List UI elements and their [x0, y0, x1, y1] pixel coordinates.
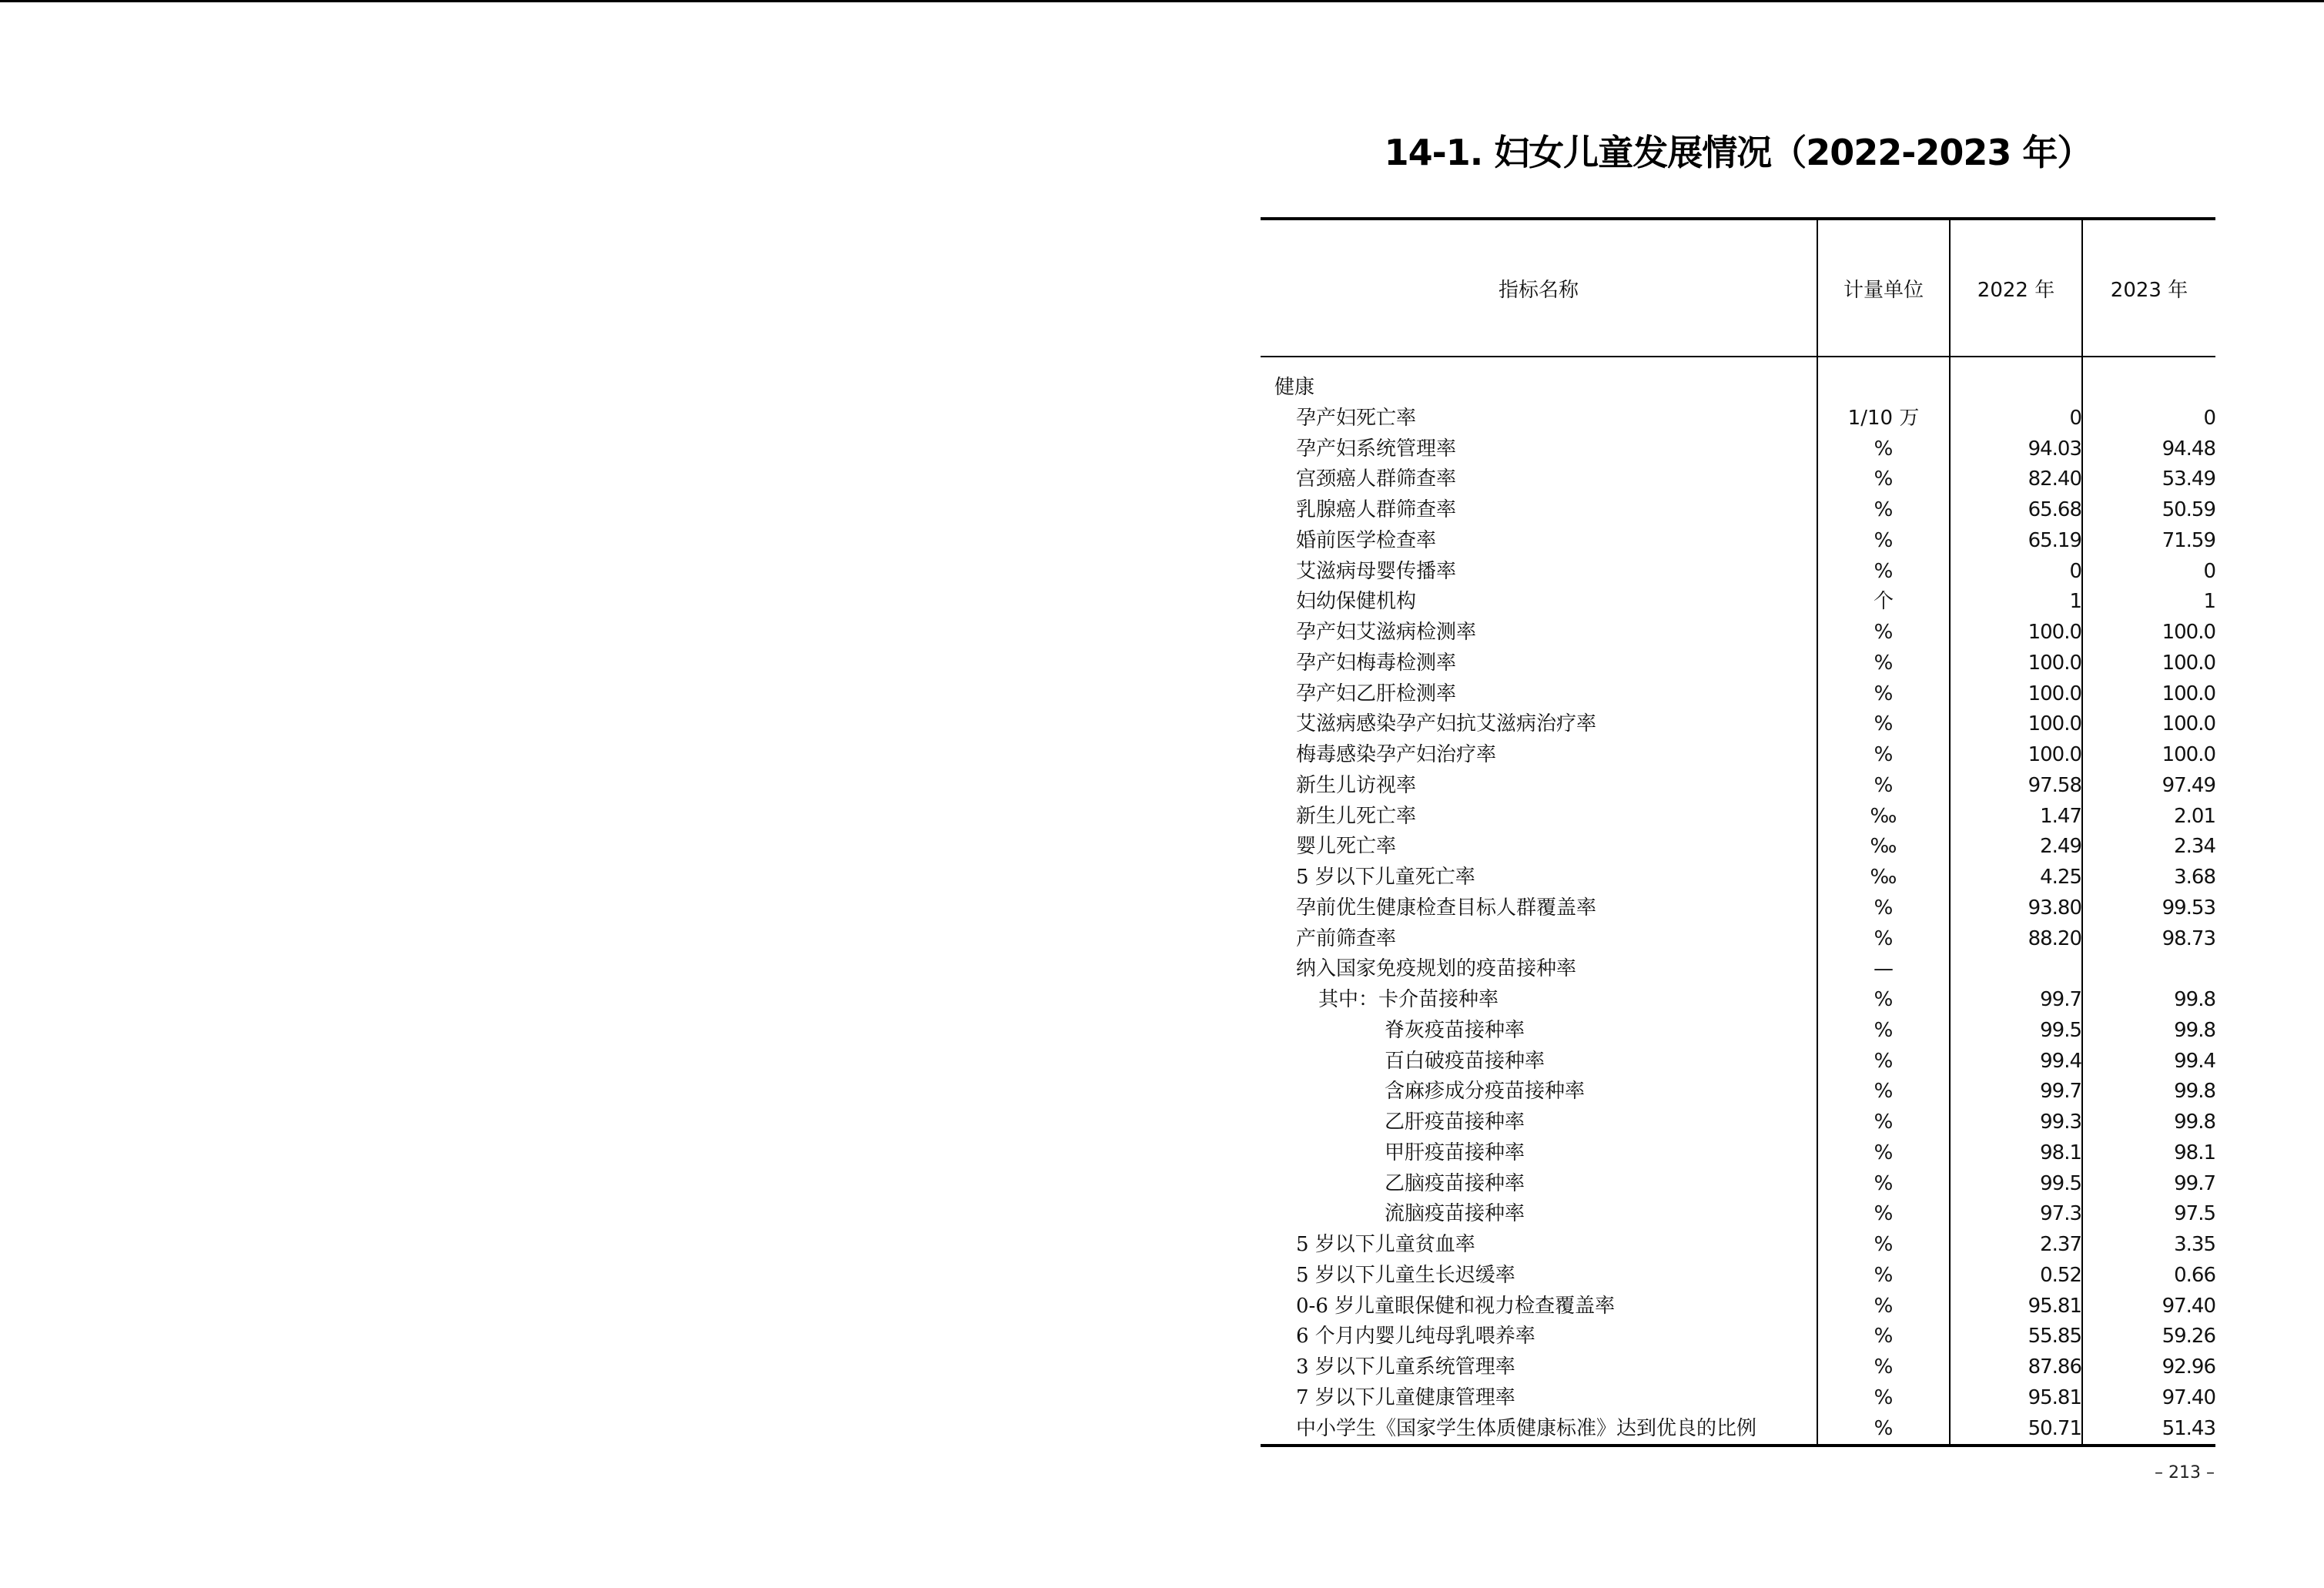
value-2023-cell: 0	[2082, 404, 2215, 434]
unit-cell: %	[1817, 924, 1950, 955]
table-row	[1261, 709, 2215, 740]
unit-cell: 1/10 万	[1817, 404, 1950, 434]
indicator-name-cell: 其中：卡介苗接种率	[1318, 988, 1499, 1011]
unit-cell: %	[1817, 1107, 1950, 1138]
table-row	[1261, 1107, 2215, 1138]
indicator-name-cell: 新生儿死亡率	[1296, 804, 1417, 828]
indicator-name-cell: 7 岁以下儿童健康管理率	[1296, 1385, 1515, 1409]
indicator-name-cell: 甲肝疫苗接种率	[1385, 1141, 1525, 1164]
value-2022-cell: 4.25	[1950, 863, 2082, 893]
value-2023-cell: 100.0	[2082, 648, 2215, 679]
unit-cell: %	[1817, 1322, 1950, 1352]
indicator-name-cell: 流脑疫苗接种率	[1385, 1202, 1525, 1226]
indicator-name-cell: 宫颈癌人群筛查率	[1296, 467, 1457, 491]
value-2022-cell: 95.81	[1950, 1383, 2082, 1414]
unit-cell: %	[1817, 1169, 1950, 1200]
unit-cell: ‰	[1817, 832, 1950, 863]
unit-cell: %	[1817, 495, 1950, 526]
unit-cell: —	[1817, 954, 1950, 985]
value-2023-cell: 2.34	[2082, 832, 2215, 863]
page-number: – 213 –	[2155, 1463, 2215, 1482]
table-row	[1261, 771, 2215, 802]
value-2022-cell: 93.80	[1950, 893, 2082, 924]
value-2023-cell: 0.66	[2082, 1261, 2215, 1292]
value-2023-cell: 92.96	[2082, 1352, 2215, 1383]
indicator-name-cell: 艾滋病感染孕产妇抗艾滋病治疗率	[1296, 712, 1597, 736]
table-row	[1261, 526, 2215, 557]
value-2023-cell: 100.0	[2082, 618, 2215, 648]
unit-cell: %	[1817, 985, 1950, 1016]
table-row	[1261, 924, 2215, 955]
unit-cell: %	[1817, 709, 1950, 740]
value-2022-cell: 0	[1950, 557, 2082, 588]
value-2023-cell	[2082, 954, 2215, 985]
value-2023-cell: 1	[2082, 587, 2215, 618]
unit-cell: %	[1817, 1414, 1950, 1446]
table-row	[1261, 1352, 2215, 1383]
table-spacer-row	[1261, 357, 2215, 373]
table-row	[1261, 404, 2215, 434]
statistics-table	[1261, 217, 2215, 1447]
table-row	[1261, 1261, 2215, 1292]
unit-cell: ‰	[1817, 802, 1950, 833]
value-2023-cell: 50.59	[2082, 495, 2215, 526]
table-row	[1261, 557, 2215, 588]
value-2022-cell: 55.85	[1950, 1322, 2082, 1352]
header-unit: 计量单位	[1817, 219, 1950, 357]
table-row	[1261, 618, 2215, 648]
indicator-name-cell: 孕产妇死亡率	[1296, 406, 1417, 430]
table-row	[1261, 1138, 2215, 1169]
value-2023-cell	[2082, 373, 2215, 404]
indicator-name-cell: 艾滋病母婴传播率	[1296, 559, 1457, 583]
indicator-name-cell: 百白破疫苗接种率	[1385, 1049, 1545, 1073]
table-row	[1261, 648, 2215, 679]
value-2023-cell: 53.49	[2082, 464, 2215, 495]
value-2022-cell: 97.3	[1950, 1199, 2082, 1230]
table-row	[1261, 587, 2215, 618]
unit-cell: %	[1817, 1261, 1950, 1292]
indicator-name-cell: 0-6 岁儿童眼保健和视力检查覆盖率	[1296, 1294, 1616, 1318]
indicator-name-cell: 孕产妇乙肝检测率	[1296, 682, 1457, 705]
unit-cell: %	[1817, 1138, 1950, 1169]
value-2022-cell: 99.3	[1950, 1107, 2082, 1138]
value-2023-cell: 2.01	[2082, 802, 2215, 833]
table-row	[1261, 1230, 2215, 1261]
unit-cell: %	[1817, 648, 1950, 679]
value-2022-cell: 65.19	[1950, 526, 2082, 557]
value-2022-cell: 95.81	[1950, 1292, 2082, 1322]
value-2022-cell	[1950, 954, 2082, 985]
table-row	[1261, 1047, 2215, 1077]
unit-cell: ‰	[1817, 863, 1950, 893]
unit-cell: %	[1817, 771, 1950, 802]
unit-cell: %	[1817, 1199, 1950, 1230]
value-2022-cell: 94.03	[1950, 434, 2082, 465]
value-2022-cell: 98.1	[1950, 1138, 2082, 1169]
table-row	[1261, 464, 2215, 495]
indicator-name-cell: 梅毒感染孕产妇治疗率	[1296, 743, 1497, 766]
value-2023-cell: 71.59	[2082, 526, 2215, 557]
value-2022-cell: 87.86	[1950, 1352, 2082, 1383]
value-2022-cell: 100.0	[1950, 740, 2082, 771]
table-row	[1261, 1199, 2215, 1230]
indicator-name-cell: 婚前医学检查率	[1296, 528, 1437, 552]
unit-cell: %	[1817, 1230, 1950, 1261]
value-2022-cell: 99.7	[1950, 1077, 2082, 1107]
unit-cell: %	[1817, 1016, 1950, 1047]
table-row	[1261, 1077, 2215, 1107]
value-2023-cell: 99.8	[2082, 1107, 2215, 1138]
value-2023-cell: 97.40	[2082, 1292, 2215, 1322]
top-rule	[0, 0, 2324, 2]
unit-cell: %	[1817, 1047, 1950, 1077]
value-2023-cell: 99.8	[2082, 1016, 2215, 1047]
value-2023-cell: 100.0	[2082, 679, 2215, 710]
indicator-name-cell: 中小学生《国家学生体质健康标准》达到优良的比例	[1296, 1416, 1757, 1440]
unit-cell: %	[1817, 740, 1950, 771]
value-2023-cell: 59.26	[2082, 1322, 2215, 1352]
indicator-name-cell: 乙肝疫苗接种率	[1385, 1111, 1525, 1134]
value-2023-cell: 97.40	[2082, 1383, 2215, 1414]
value-2022-cell: 99.4	[1950, 1047, 2082, 1077]
indicator-name-cell: 婴儿死亡率	[1296, 835, 1397, 859]
value-2023-cell: 98.73	[2082, 924, 2215, 955]
value-2023-cell: 98.1	[2082, 1138, 2215, 1169]
table-row	[1261, 1169, 2215, 1200]
table-header-row	[1261, 219, 2215, 357]
page-title: 14-1. 妇女儿童发展情况（2022-2023 年）	[1384, 132, 2092, 173]
value-2023-cell: 97.49	[2082, 771, 2215, 802]
unit-cell: 个	[1817, 587, 1950, 618]
indicator-name-cell: 乳腺癌人群筛查率	[1296, 498, 1457, 521]
table-row	[1261, 893, 2215, 924]
indicator-name-cell: 乙脑疫苗接种率	[1385, 1171, 1525, 1195]
value-2022-cell: 2.37	[1950, 1230, 2082, 1261]
value-2022-cell: 100.0	[1950, 709, 2082, 740]
table-row	[1261, 1322, 2215, 1352]
value-2022-cell: 0	[1950, 404, 2082, 434]
value-2023-cell: 100.0	[2082, 709, 2215, 740]
indicator-name-cell: 健康	[1274, 376, 1315, 399]
value-2023-cell: 51.43	[2082, 1414, 2215, 1446]
unit-cell: %	[1817, 557, 1950, 588]
indicator-name-cell: 5 岁以下儿童生长迟缓率	[1296, 1263, 1515, 1287]
value-2022-cell: 82.40	[1950, 464, 2082, 495]
header-year-2022: 2022 年	[1950, 219, 2082, 357]
indicator-name-cell: 妇幼保健机构	[1296, 590, 1417, 614]
value-2022-cell: 2.49	[1950, 832, 2082, 863]
table-row	[1261, 495, 2215, 526]
indicator-name-cell: 5 岁以下儿童死亡率	[1296, 866, 1475, 889]
value-2023-cell: 3.35	[2082, 1230, 2215, 1261]
value-2022-cell	[1950, 373, 2082, 404]
unit-cell: %	[1817, 464, 1950, 495]
indicator-name-cell: 孕前优生健康检查目标人群覆盖率	[1296, 896, 1597, 920]
table-row	[1261, 1292, 2215, 1322]
unit-cell: %	[1817, 526, 1950, 557]
value-2023-cell: 3.68	[2082, 863, 2215, 893]
value-2023-cell: 97.5	[2082, 1199, 2215, 1230]
table-row	[1261, 1383, 2215, 1414]
indicator-name-cell: 新生儿访视率	[1296, 773, 1417, 797]
value-2023-cell: 99.4	[2082, 1047, 2215, 1077]
indicator-name-cell: 孕产妇艾滋病检测率	[1296, 621, 1477, 644]
value-2022-cell: 88.20	[1950, 924, 2082, 955]
unit-cell: %	[1817, 893, 1950, 924]
table-row	[1261, 434, 2215, 465]
value-2022-cell: 99.5	[1950, 1016, 2082, 1047]
indicator-name-cell: 纳入国家免疫规划的疫苗接种率	[1296, 957, 1577, 981]
value-2023-cell: 99.53	[2082, 893, 2215, 924]
unit-cell: %	[1817, 1352, 1950, 1383]
value-2023-cell: 100.0	[2082, 740, 2215, 771]
table-row	[1261, 373, 2215, 404]
indicator-name-cell: 3 岁以下儿童系统管理率	[1296, 1355, 1515, 1379]
value-2022-cell: 99.7	[1950, 985, 2082, 1016]
value-2023-cell: 99.8	[2082, 1077, 2215, 1107]
table-body	[1261, 357, 2215, 1446]
table-row	[1261, 954, 2215, 985]
unit-cell: %	[1817, 1077, 1950, 1107]
value-2023-cell: 99.8	[2082, 985, 2215, 1016]
header-year-2023: 2023 年	[2082, 219, 2215, 357]
table-row	[1261, 832, 2215, 863]
value-2022-cell: 100.0	[1950, 618, 2082, 648]
value-2022-cell: 1	[1950, 587, 2082, 618]
value-2022-cell: 97.58	[1950, 771, 2082, 802]
indicator-name-cell: 孕产妇梅毒检测率	[1296, 651, 1457, 675]
table-row	[1261, 863, 2215, 893]
value-2023-cell: 94.48	[2082, 434, 2215, 465]
indicator-name-cell: 产前筛查率	[1296, 926, 1397, 950]
table-row	[1261, 740, 2215, 771]
value-2022-cell: 0.52	[1950, 1261, 2082, 1292]
indicator-name-cell: 5 岁以下儿童贫血率	[1296, 1233, 1475, 1256]
value-2023-cell: 99.7	[2082, 1169, 2215, 1200]
indicator-name-cell: 孕产妇系统管理率	[1296, 437, 1457, 461]
unit-cell: %	[1817, 434, 1950, 465]
unit-cell	[1817, 373, 1950, 404]
table-row	[1261, 985, 2215, 1016]
indicator-name-cell: 6 个月内婴儿纯母乳喂养率	[1296, 1325, 1535, 1348]
value-2023-cell: 0	[2082, 557, 2215, 588]
unit-cell: %	[1817, 1292, 1950, 1322]
value-2022-cell: 1.47	[1950, 802, 2082, 833]
value-2022-cell: 50.71	[1950, 1414, 2082, 1446]
table-row	[1261, 1414, 2215, 1446]
value-2022-cell: 100.0	[1950, 679, 2082, 710]
value-2022-cell: 100.0	[1950, 648, 2082, 679]
table-row	[1261, 802, 2215, 833]
unit-cell: %	[1817, 618, 1950, 648]
value-2022-cell: 65.68	[1950, 495, 2082, 526]
header-indicator-name: 指标名称	[1498, 278, 1579, 302]
value-2022-cell: 99.5	[1950, 1169, 2082, 1200]
table-row	[1261, 1016, 2215, 1047]
indicator-name-cell: 含麻疹成分疫苗接种率	[1385, 1080, 1586, 1104]
table-row	[1261, 679, 2215, 710]
unit-cell: %	[1817, 679, 1950, 710]
unit-cell: %	[1817, 1383, 1950, 1414]
indicator-name-cell: 脊灰疫苗接种率	[1385, 1018, 1525, 1042]
